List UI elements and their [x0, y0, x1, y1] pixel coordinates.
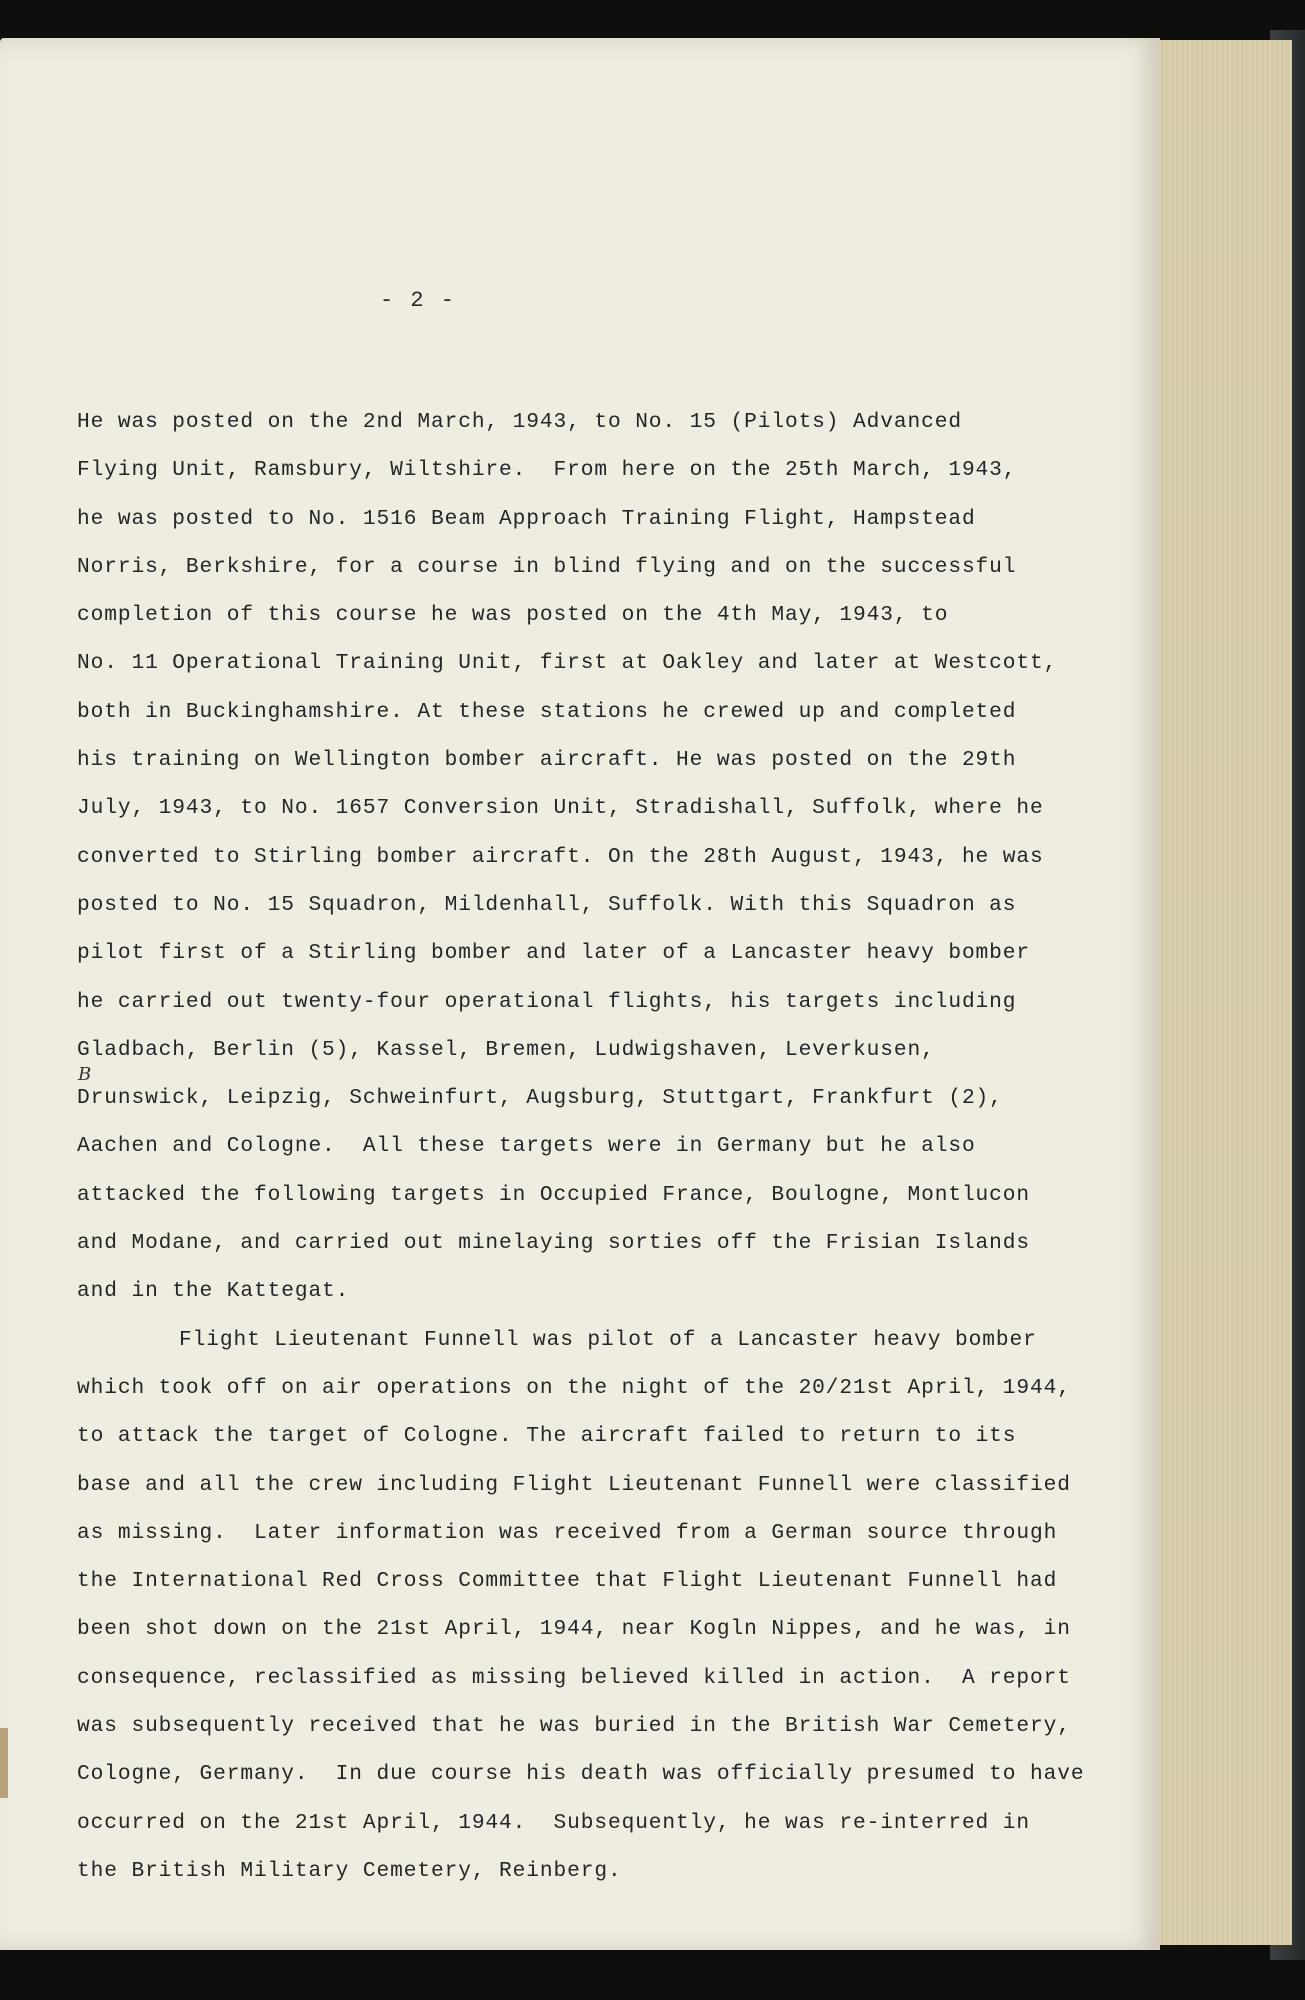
text-line: he was posted to No. 1516 Beam Approach Training Flight, Hampstead [77, 506, 976, 531]
text-line: Aachen and Cologne. All these targets were in Germany but he also [77, 1134, 976, 1159]
document-body [77, 398, 1137, 1895]
text-line: the International Red Cross Committee that Flight Lieutenant Funnell had [77, 1569, 1058, 1594]
text-line: he carried out twenty-four operational flights, his targets including [77, 989, 1017, 1014]
text-line: occurred on the 21st April, 1944. Subsequently, he was re-interred in [77, 1810, 1031, 1835]
text-line: been shot down on the 21st April, 1944, near Kogln Nippes, and he was, in [77, 1617, 1071, 1642]
text-line: the British Military Cemetery, Reinberg. [77, 1858, 622, 1883]
text-line: pilot first of a Stirling bomber and later of a Lancaster heavy bomber [77, 941, 1031, 966]
text-line: which took off on air operations on the night of the 20/21st April, 1944, [77, 1375, 1071, 1400]
text-line: Flight Lieutenant Funnell was pilot of a Lancaster heavy bomber [179, 1327, 1037, 1352]
text-line: posted to No. 15 Squadron, Mildenhall, Suffolk. With this Squadron as [77, 892, 1017, 917]
text-line: consequence, reclassified as missing believed killed in action. A report [77, 1665, 1071, 1690]
text-line: to attack the target of Cologne. The aircraft failed to return to its [77, 1424, 1017, 1449]
text-line: July, 1943, to No. 1657 Conversion Unit, Stradishall, Suffolk, where he [77, 796, 1044, 821]
text-line: both in Buckinghamshire. At these stations he crewed up and completed [77, 699, 1017, 724]
text-line: attacked the following targets in Occupied France, Boulogne, Montlucon [77, 1182, 1031, 1207]
text-line: Drunswick, Leipzig, Schweinfurt, Augsburg, Stuttgart, Frankfurt (2), [77, 1086, 1003, 1111]
text-line: converted to Stirling bomber aircraft. On the 28th August, 1943, he was [77, 844, 1044, 869]
text-line: and Modane, and carried out minelaying sorties off the Frisian Islands [77, 1231, 1031, 1256]
text-line: as missing. Later information was received from a German source through [77, 1520, 1058, 1545]
text-line: base and all the crew including Flight Lieutenant Funnell were classified [77, 1472, 1071, 1497]
handwritten-margin-note: B [78, 1064, 92, 1085]
text-line: Cologne, Germany. In due course his death was officially presumed to have [77, 1762, 1085, 1787]
text-line: He was posted on the 2nd March, 1943, to No. 15 (Pilots) Advanced [77, 410, 962, 434]
text-line: was subsequently received that he was buried in the British War Cemetery, [77, 1714, 1071, 1739]
page-number: - 2 - [380, 288, 457, 313]
text-line: Gladbach, Berlin (5), Kassel, Bremen, Ludwigshaven, Leverkusen, [77, 1037, 935, 1062]
text-line: No. 11 Operational Training Unit, first at Oakley and later at Westcott, [77, 651, 1058, 676]
page-edges [1150, 40, 1292, 1945]
text-line: his training on Wellington bomber aircraft. He was posted on the 29th [77, 748, 1017, 773]
text-line: Norris, Berkshire, for a course in blind flying and on the successful [77, 554, 1017, 579]
text-line: and in the Kattegat. [77, 1279, 350, 1304]
page-tab [0, 1728, 8, 1798]
text-line: completion of this course he was posted on the 4th May, 1943, to [77, 603, 949, 628]
text-line: Flying Unit, Ramsbury, Wiltshire. From here on the 25th March, 1943, [77, 458, 1017, 483]
